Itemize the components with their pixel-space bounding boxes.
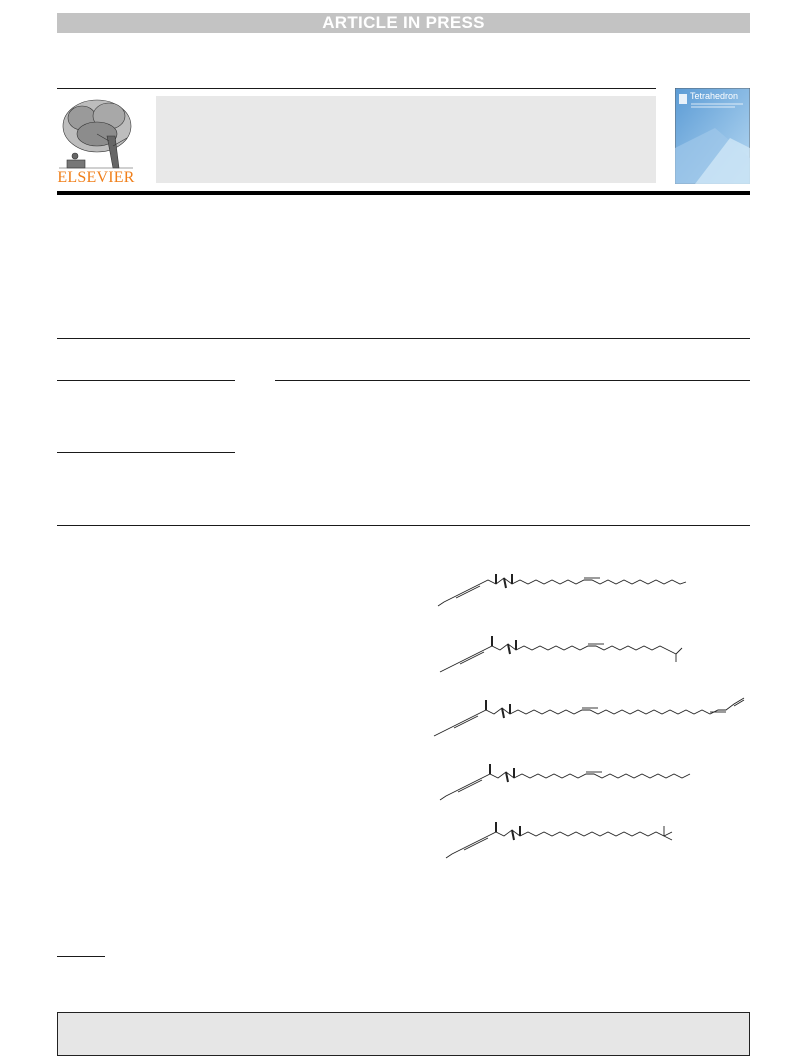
compound-structure-1 xyxy=(438,574,686,606)
article-info-bottom-rule xyxy=(57,525,750,526)
journal-header-box xyxy=(156,96,656,183)
article-in-press-banner: ARTICLE IN PRESS xyxy=(57,13,750,33)
chemical-structures-figure xyxy=(410,560,755,880)
footnote-rule xyxy=(57,956,105,957)
article-info-left-rule xyxy=(57,380,235,381)
header-top-rule xyxy=(57,88,656,89)
keywords-rule xyxy=(57,452,235,453)
publisher-wordmark: ELSEVIER xyxy=(57,169,135,186)
article-info-top-rule xyxy=(57,338,750,339)
compound-structure-3 xyxy=(434,698,744,736)
abstract-rule xyxy=(275,380,750,381)
journal-cover-thumbnail xyxy=(675,88,750,184)
header-bottom-rule xyxy=(57,191,750,195)
compound-structure-4 xyxy=(440,764,690,800)
compound-structure-5 xyxy=(446,822,672,858)
cover-journal-title: Tetrahedron xyxy=(690,91,739,101)
citation-box xyxy=(57,1012,750,1056)
compound-structure-2 xyxy=(440,636,682,672)
